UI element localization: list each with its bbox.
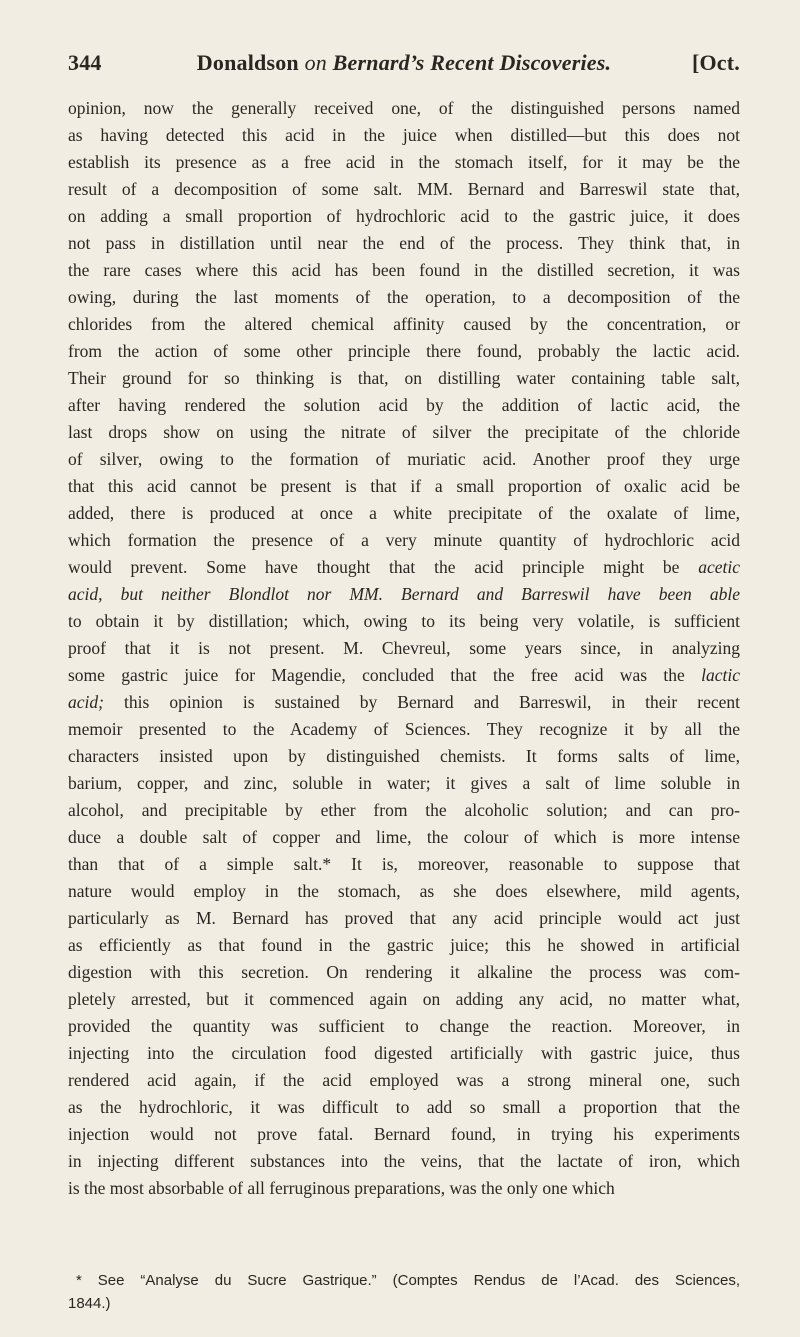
text-line: on adding a small proportion of hydrochloric acid to the gastric juice, it does	[68, 206, 740, 226]
text-line	[68, 689, 740, 716]
text-line: alcohol, and precipitable by ether from the alcoholic solution; and can pro-	[68, 800, 740, 820]
text-line: provided the quantity was sufficient to change the reaction. Moreover, in	[68, 1016, 740, 1036]
text-line	[68, 554, 740, 581]
text-line: particularly as M. Bernard has proved that any acid principle would act just	[68, 908, 740, 928]
text-line: digestion with this secretion. On rendering it alkaline the process was com-	[68, 962, 740, 982]
text-line: barium, copper, and zinc, soluble in water; it gives a salt of lime soluble in	[68, 773, 740, 793]
text-line: rendered acid again, if the acid employed was a strong mineral one, such	[68, 1070, 740, 1090]
text-line: of silver, owing to the formation of muriatic acid. Another proof they urge	[68, 449, 740, 469]
text-line: is the most absorbable of all ferruginous preparations, was the only one which	[68, 1178, 615, 1198]
text-line: memoir presented to the Academy of Sciences. They recognize it by all the	[68, 719, 740, 739]
text-line: which formation the presence of a very minute quantity of hydrochloric acid	[68, 530, 740, 550]
body-text	[68, 95, 740, 1202]
text-line: from the action of some other principle there found, probably the lactic acid.	[68, 341, 740, 361]
text-line: injection would not prove fatal. Bernard found, in trying his experiments	[68, 1124, 740, 1144]
text-line: injecting into the circulation food digested artificially with gastric juice, thus	[68, 1043, 740, 1063]
italic-term: lactic	[701, 665, 740, 685]
header-month: [Oct.	[691, 50, 740, 75]
text-line: to obtain it by distillation; which, owing to its being very volatile, is sufficient	[68, 611, 740, 631]
text-line: pletely arrested, but it commenced again on adding any acid, no matter what,	[68, 989, 740, 1009]
italic-term: acetic	[698, 557, 740, 577]
text-line: establish its presence as a free acid in the stomach itself, for it may be the	[68, 152, 740, 172]
text-segment: would prevent. Some have thought that the acid principle might be	[68, 557, 680, 577]
text-line: in injecting different substances into the veins, that the lactate of iron, which	[68, 1151, 740, 1171]
title-subject: Bernard’s Recent Discoveries.	[332, 50, 612, 75]
footnote	[68, 1269, 740, 1315]
text-line: owing, during the last moments of the operation, to a decomposition of the	[68, 287, 740, 307]
text-line: than that of a simple salt.* It is, moreover, reasonable to suppose that	[68, 854, 740, 874]
text-line: duce a double salt of copper and lime, the colour of which is more intense	[68, 827, 740, 847]
text-line: opinion, now the generally received one, of the distinguished persons named	[68, 98, 740, 118]
italic-term: acid, but neither Blondlot nor MM. Bernard and Barreswil have been able	[68, 584, 740, 604]
text-line: the rare cases where this acid has been found in the distilled secretion, it was	[68, 260, 740, 280]
text-line: Their ground for so thinking is that, on distilling water containing table salt,	[68, 368, 740, 388]
footnote-line: 1844.)	[68, 1295, 111, 1312]
running-title	[68, 50, 740, 76]
text-line: added, there is produced at once a white precipitate of the oxalate of lime,	[68, 503, 740, 523]
text-line: as efficiently as that found in the gastric juice; this he showed in artificial	[68, 935, 740, 955]
text-line: as the hydrochloric, it was difficult to add so small a proportion that the	[68, 1097, 740, 1117]
text-line: proof that it is not present. M. Chevreul, some years since, in analyzing	[68, 638, 740, 658]
text-line: characters insisted upon by distinguished chemists. It forms salts of lime,	[68, 746, 740, 766]
text-line: last drops show on using the nitrate of silver the precipitate of the chloride	[68, 422, 740, 442]
title-author: Donaldson	[196, 50, 299, 75]
text-line: not pass in distillation until near the end of the process. They think that, in	[68, 233, 740, 253]
text-line: result of a decomposition of some salt. MM. Bernard and Barreswil state that,	[68, 179, 740, 199]
title-on: on	[304, 50, 327, 75]
text-line: after having rendered the solution acid by the addition of lactic acid, the	[68, 395, 740, 415]
text-line: chlorides from the altered chemical affinity caused by the concentration, or	[68, 314, 740, 334]
text-line	[68, 662, 740, 689]
text-line: nature would employ in the stomach, as she does elsewhere, mild agents,	[68, 881, 740, 901]
text-segment: this opinion is sustained by Bernard and Barreswil, in their recent	[103, 692, 740, 712]
text-line	[68, 581, 740, 608]
italic-term: acid;	[68, 692, 104, 712]
text-segment: some gastric juice for Magendie, concluded that the free acid was the	[68, 665, 685, 685]
footnote-line: * See “Analyse du Sucre Gastrique.” (Comptes Rendus de l’Acad. des Sciences,	[76, 1272, 740, 1289]
page-number: 344	[68, 50, 102, 75]
text-line: that this acid cannot be present is that if a small proportion of oxalic acid be	[68, 476, 740, 496]
text-line: as having detected this acid in the juice when distilled—but this does not	[68, 125, 740, 145]
